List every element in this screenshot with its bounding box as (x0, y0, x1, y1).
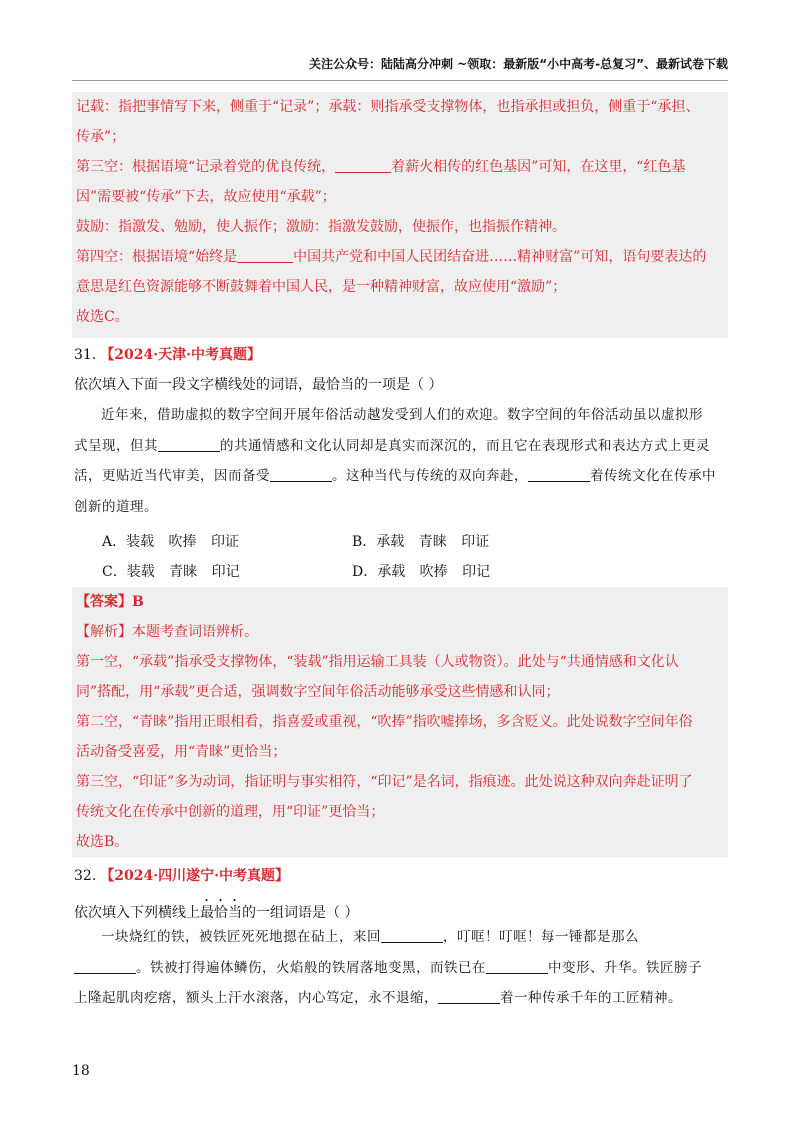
passage-line (74, 953, 724, 984)
analysis-line: 意思是红色资源能够不断鼓舞着中国人民，是一种精神财富，故应使用“激励”； (76, 279, 567, 295)
analysis-line: 活动备受喜爱，用“青睐”更恰当； (76, 744, 287, 760)
stem-text: 依次填入下列横线上 (74, 905, 200, 921)
analysis-line: 故选B。 (76, 834, 129, 850)
fill-blank (335, 156, 391, 173)
analysis-line: 传统文化在传承中创新的道理，用“印证”更恰当； (76, 804, 385, 820)
fill-blank (528, 465, 590, 482)
question-32-passage (74, 922, 724, 1014)
passage-line (74, 431, 724, 462)
analysis-label: 【解析】本题考查词语辨析。 (76, 624, 258, 640)
passage-text: 着传统文化在传承中 (590, 468, 716, 484)
analysis-line: 记载：指把事情写下来，侧重于“记录”；承载：则指承受支撑物体，也指承担或担负，侧重于“承担、 (76, 99, 700, 115)
passage-line: 近年来，借助虚拟的数字空间开展年俗活动越发受到人们的欢迎。数字空间的年俗活动虽以虚拟形 (101, 407, 703, 423)
passage-text: ，叮哐！叮哐！每一锤都是那么 (443, 929, 639, 945)
analysis-text: 着薪火相传的红色基因”可知，在这里，“红色基 (391, 159, 686, 175)
passage-text: 着一种传承千年的工匠精神。 (500, 990, 682, 1006)
page-number: 18 (72, 1063, 90, 1079)
fill-blank (237, 246, 293, 263)
analysis-line: 同”搭配，用“承载”更合适，强调数字空间年俗活动能够承受这些情感和认同； (76, 684, 560, 700)
passage-text: 式呈现，但其 (74, 437, 158, 454)
analysis-line: 第三空，“印证”多为动词，指证明与事实相符，“印记”是名词，指痕迹。此处说这种双向奔赴证明了 (76, 774, 693, 790)
passage-text: 一块烧红的铁，被铁匠死死地摁在砧上，来回 (101, 929, 381, 945)
option-c[interactable]: C．装载 青睐 印记 (102, 564, 240, 580)
option-a[interactable]: A．装载 吹捧 印证 (102, 534, 240, 550)
option-d[interactable]: D．承载 吹捧 印记 (352, 564, 491, 580)
analysis-line: 第一空，“承载”指承受支撑物体，“装载”指用运输工具装（人或物资）。此处与“共通情感和文化认 (76, 654, 679, 670)
fill-blank (438, 987, 500, 1004)
analysis-line (76, 152, 724, 182)
question-number: 31. (74, 347, 97, 363)
passage-text: 中变形、升华。铁匠膀子 (548, 959, 702, 976)
fill-blank (74, 957, 136, 974)
passage-text: 。铁被打得遍体鳞伤，火焰般的铁屑落地变黑，而铁已在 (136, 959, 486, 976)
stem-emphasis: 最恰当 (200, 905, 242, 921)
analysis-text: 中国共产党和中国人民团结奋进……精神财富”可知，语句要表达的 (293, 249, 707, 265)
question-31-title (74, 344, 261, 364)
question-source-tag: 【2024·四川遂宁·中考真题】 (100, 868, 289, 884)
analysis-text: 第三空：根据语境“记录着党的优良传统， (76, 159, 336, 175)
fill-blank (381, 926, 443, 943)
analysis-line: 鼓励：指激发、勉励，使人振作；激励：指激发鼓励，使振作，也指振作精神。 (76, 219, 566, 235)
passage-text: 上隆起肌肉疙瘩，额头上汗水滚落，内心笃定，永不退缩， (74, 990, 438, 1006)
passage-line (74, 983, 724, 1014)
question-31-stem: 依次填入下面一段文字横线处的词语，最恰当的一项是（ ） (74, 377, 443, 393)
analysis-line (76, 242, 724, 272)
analysis-line: 传承”； (76, 129, 126, 145)
passage-line (74, 922, 724, 953)
fill-blank (158, 435, 220, 452)
page-header: 关注公众号：陆陆高分冲刺 ~领取：最新版“小中高考-总复习”、最新试卷下载 (309, 57, 728, 71)
analysis-line: 故选C。 (76, 309, 129, 325)
question-number: 32. (74, 868, 97, 884)
passage-text: 。这种当代与传统的双向奔赴， (332, 468, 528, 484)
option-b[interactable]: B．承载 青睐 印证 (352, 534, 490, 550)
analysis-line: 因”需要被“传承”下去，故应使用“承载”； (76, 189, 336, 205)
answer-box (72, 587, 728, 857)
header-divider (72, 80, 728, 81)
question-32-stem (74, 897, 358, 922)
passage-text: 的共通情感和文化认同却是真实而深沉的，而且它在表现形式和表达方式上更灵 (220, 437, 710, 454)
passage-line: 创新的道理。 (74, 498, 158, 515)
question-31-passage (74, 400, 724, 522)
analysis-box-previous (72, 92, 728, 338)
question-source-tag: 【2024·天津·中考真题】 (100, 347, 261, 363)
answer-label: 【答案】B (76, 594, 144, 610)
passage-line (74, 461, 724, 492)
analysis-line: 第二空，“青睐”指用正眼相看，指喜爱或重视，“吹捧”指吹嘘捧场，多含贬义。此处说数字空间年俗 (76, 714, 693, 730)
analysis-text: 第四空：根据语境“始终是 (76, 249, 238, 265)
fill-blank (486, 957, 548, 974)
stem-text: 的一组词语是（ ） (242, 905, 359, 921)
question-32-title (74, 865, 289, 885)
fill-blank (270, 465, 332, 482)
passage-text: 活，更贴近当代审美，因而备受 (74, 468, 270, 484)
